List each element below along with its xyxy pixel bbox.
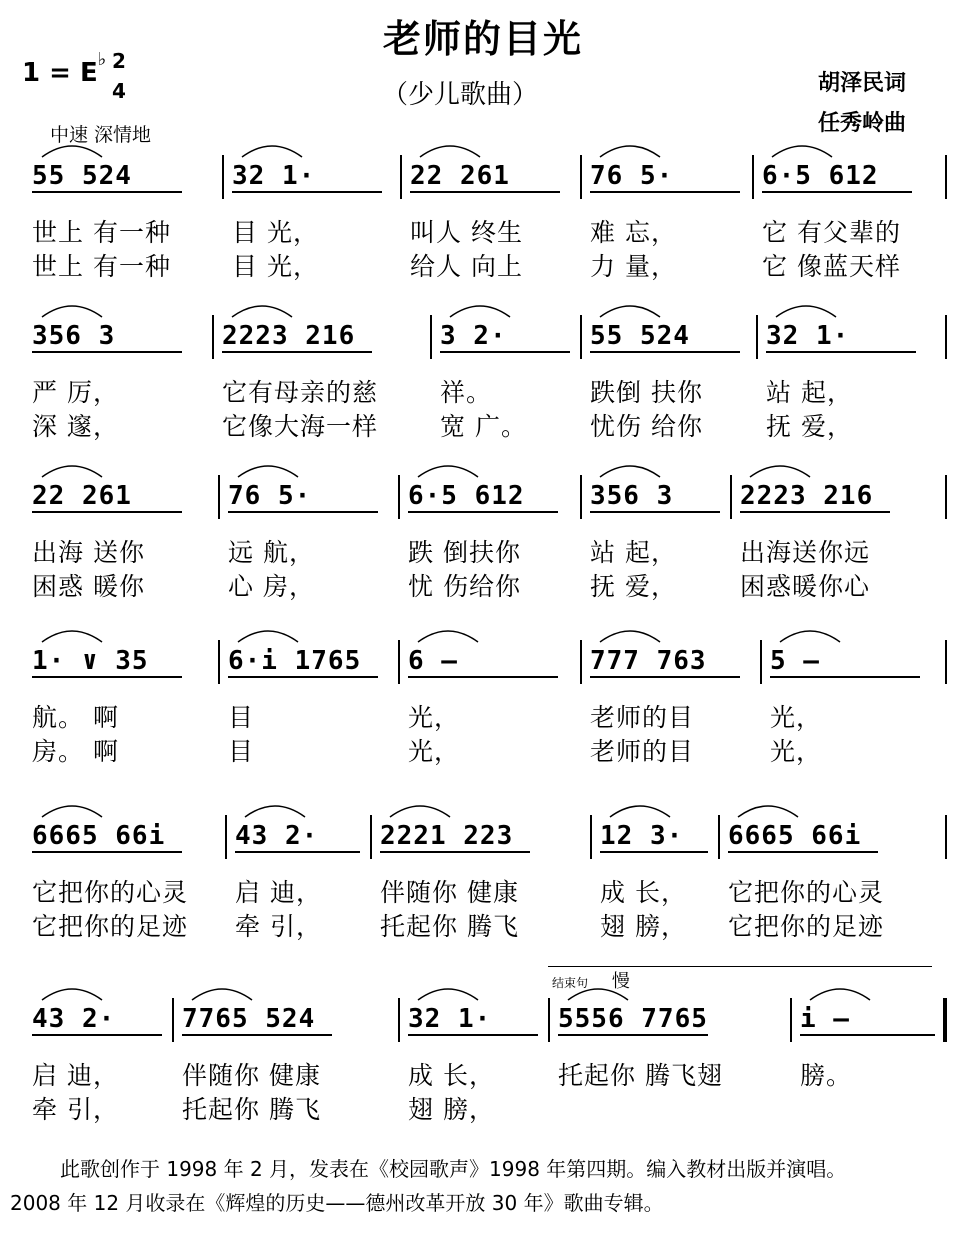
lyric-verse-2: 它把你的足迹 — [728, 912, 885, 941]
measure-notes: 3 2· — [440, 321, 507, 351]
slur-arc — [245, 806, 305, 817]
slur-arc — [242, 146, 302, 157]
measure-notes: i – — [800, 1004, 850, 1034]
lyric-verse-1: 它 有父辈的 — [762, 218, 901, 247]
lyric-verse-2: 给人 向上 — [410, 252, 523, 281]
lyric-verse-1: 航。 啊 — [32, 703, 119, 732]
slur-arc — [738, 806, 798, 817]
tempo-marking: 中速 深情地 — [50, 124, 152, 146]
lyric-verse-1: 成 长， — [408, 1061, 495, 1090]
slur-arc — [390, 806, 450, 817]
slur-arc — [600, 631, 660, 642]
lyric-verse-2: 托起你 腾飞 — [182, 1095, 321, 1124]
lyric-verse-1: 目 — [228, 703, 255, 732]
measure-notes: 6·5 612 — [762, 161, 879, 191]
measure-notes: 6·i 1765 — [228, 646, 362, 676]
measure-notes: 12 3· — [600, 821, 684, 851]
lyric-verse-1: 它把你的心灵 — [728, 878, 885, 907]
slur-arc — [42, 989, 102, 1000]
measure-notes: 76 5· — [590, 161, 674, 191]
measure-notes: 55 524 — [32, 161, 132, 191]
slur-arc — [420, 146, 480, 157]
slur-arc — [780, 631, 840, 642]
lyric-verse-2: 托起你 腾飞 — [380, 912, 519, 941]
slur-arc — [450, 306, 510, 317]
measure-notes: 43 2· — [32, 1004, 116, 1034]
lyric-verse-2: 宽 广。 — [440, 412, 527, 441]
slur-arc — [232, 306, 292, 317]
measure-notes: 6·5 612 — [408, 481, 525, 511]
measure-notes: 32 1· — [232, 161, 316, 191]
measure-notes: 22 261 — [32, 481, 132, 511]
lyric-verse-1: 站 起， — [766, 378, 853, 407]
measure-notes: 76 5· — [228, 481, 312, 511]
lyric-verse-2: 困惑暖你心 — [740, 572, 871, 601]
measure-notes: 6665 66i — [32, 821, 166, 851]
slur-arc — [418, 631, 478, 642]
lyric-verse-2: 翅 膀， — [408, 1095, 495, 1124]
lyric-verse-2: 牵 引， — [235, 912, 322, 941]
lyric-verse-1: 跌 倒扶你 — [408, 538, 521, 567]
key-text: 1 = E — [22, 58, 98, 88]
lyric-verse-2: 它 像蓝天样 — [762, 252, 901, 281]
lyric-verse-2: 它像大海一样 — [222, 412, 379, 441]
lyric-verse-2: 深 邃， — [32, 412, 119, 441]
lyric-verse-1: 它有母亲的慈 — [222, 378, 379, 407]
slur-arc — [42, 631, 102, 642]
lyric-verse-2: 世上 有一种 — [32, 252, 171, 281]
lyric-verse-1: 严 厉， — [32, 378, 119, 407]
lyric-verse-2: 抚 爱， — [590, 572, 677, 601]
meter-bottom: 4 — [112, 79, 126, 103]
measure-notes: 5 – — [770, 646, 820, 676]
slur-arc — [600, 146, 660, 157]
measure-notes: 7765 524 — [182, 1004, 316, 1034]
lyric-verse-2: 它把你的足迹 — [32, 912, 189, 941]
lyric-verse-2: 光， — [408, 737, 461, 766]
slur-arc — [610, 806, 670, 817]
lyric-verse-1: 启 迪， — [32, 1061, 119, 1090]
measure-notes: 777 763 — [590, 646, 707, 676]
lyric-verse-2: 目 — [228, 737, 255, 766]
slur-arc — [772, 146, 832, 157]
slur-arc — [42, 306, 102, 317]
slur-arc — [600, 466, 660, 477]
lyric-verse-2: 目 光， — [232, 252, 319, 281]
slur-arc — [42, 806, 102, 817]
slur-arc — [238, 466, 298, 477]
footnote-line-1: 此歌创作于 1998 年 2 月，发表在《校园歌声》1998 年第四期。编入教材出版并演唱。 — [60, 1157, 847, 1181]
measure-notes: 2221 223 — [380, 821, 514, 851]
measure-notes: 22 261 — [410, 161, 510, 191]
lyric-verse-1: 光， — [408, 703, 461, 732]
meter-top: 2 — [112, 49, 126, 73]
slur-arc — [568, 989, 628, 1000]
lyricist-credit: 胡泽民词 — [818, 70, 907, 96]
lyric-verse-2: 困惑 暖你 — [32, 572, 145, 601]
lyric-verse-2: 老师的目 — [590, 737, 695, 766]
slur-arc — [42, 146, 102, 157]
lyric-verse-1: 目 光， — [232, 218, 319, 247]
lyric-verse-2: 房。 啊 — [32, 737, 119, 766]
song-title: 老师的目光 — [382, 17, 583, 61]
slur-arc — [418, 466, 478, 477]
lyric-verse-1: 成 长， — [600, 878, 687, 907]
slur-arc — [42, 466, 102, 477]
lyric-verse-1: 伴随你 健康 — [182, 1061, 321, 1090]
slur-arc — [750, 466, 810, 477]
lyric-verse-2: 牵 引， — [32, 1095, 119, 1124]
slow-label: 慢 — [611, 971, 630, 992]
lyric-verse-1: 世上 有一种 — [32, 218, 171, 247]
measure-notes: 1· ∨ 35 — [32, 646, 149, 676]
measure-notes: 43 2· — [235, 821, 319, 851]
lyric-verse-1: 难 忘， — [590, 218, 677, 247]
slur-arc — [810, 989, 870, 1000]
measure-notes: 5556 7765 — [558, 1004, 708, 1034]
lyric-verse-1: 膀。 — [800, 1061, 853, 1090]
lyric-verse-2: 忧伤 给你 — [590, 412, 703, 441]
lyric-verse-1: 它把你的心灵 — [32, 878, 189, 907]
measure-notes: 32 1· — [766, 321, 850, 351]
measure-notes: 356 3 — [590, 481, 674, 511]
lyric-verse-1: 跌倒 扶你 — [590, 378, 703, 407]
lyric-verse-1: 启 迪， — [235, 878, 322, 907]
lyric-verse-2: 抚 爱， — [766, 412, 853, 441]
lyric-verse-2: 忧 伤给你 — [408, 572, 521, 601]
measure-notes: 2223 216 — [222, 321, 356, 351]
composer-credit: 任秀岭曲 — [818, 110, 907, 136]
slur-arc — [192, 989, 252, 1000]
measure-notes: 356 3 — [32, 321, 116, 351]
lyric-verse-1: 站 起， — [590, 538, 677, 567]
measure-notes: 2223 216 — [740, 481, 874, 511]
lyric-verse-1: 出海 送你 — [32, 538, 145, 567]
measure-notes: 32 1· — [408, 1004, 492, 1034]
lyric-verse-1: 伴随你 健康 — [380, 878, 519, 907]
lyric-verse-1: 老师的目 — [590, 703, 695, 732]
song-subtitle: （少儿歌曲） — [381, 80, 538, 110]
slur-arc — [238, 631, 298, 642]
measure-notes: 6 – — [408, 646, 458, 676]
lyric-verse-1: 托起你 腾飞翅 — [558, 1061, 723, 1090]
measure-notes: 6665 66i — [728, 821, 862, 851]
slur-arc — [418, 989, 478, 1000]
lyric-verse-2: 翅 膀， — [600, 912, 687, 941]
lyric-verse-2: 心 房， — [228, 572, 315, 601]
lyric-verse-1: 光， — [770, 703, 823, 732]
slur-arc — [776, 306, 836, 317]
flat-sign: ♭ — [97, 49, 107, 70]
ending-label: 结束句 — [552, 976, 589, 990]
lyric-verse-1: 出海送你远 — [740, 538, 871, 567]
lyric-verse-1: 远 航， — [228, 538, 315, 567]
lyric-verse-1: 祥。 — [440, 378, 493, 407]
lyric-verse-1: 叫人 终生 — [410, 218, 523, 247]
measure-notes: 55 524 — [590, 321, 690, 351]
footnote-line-2: 2008 年 12 月收录在《辉煌的历史——德州改革开放 30 年》歌曲专辑。 — [10, 1191, 664, 1215]
lyric-verse-2: 力 量， — [590, 252, 677, 281]
slur-arc — [600, 306, 660, 317]
lyric-verse-2: 光， — [770, 737, 823, 766]
